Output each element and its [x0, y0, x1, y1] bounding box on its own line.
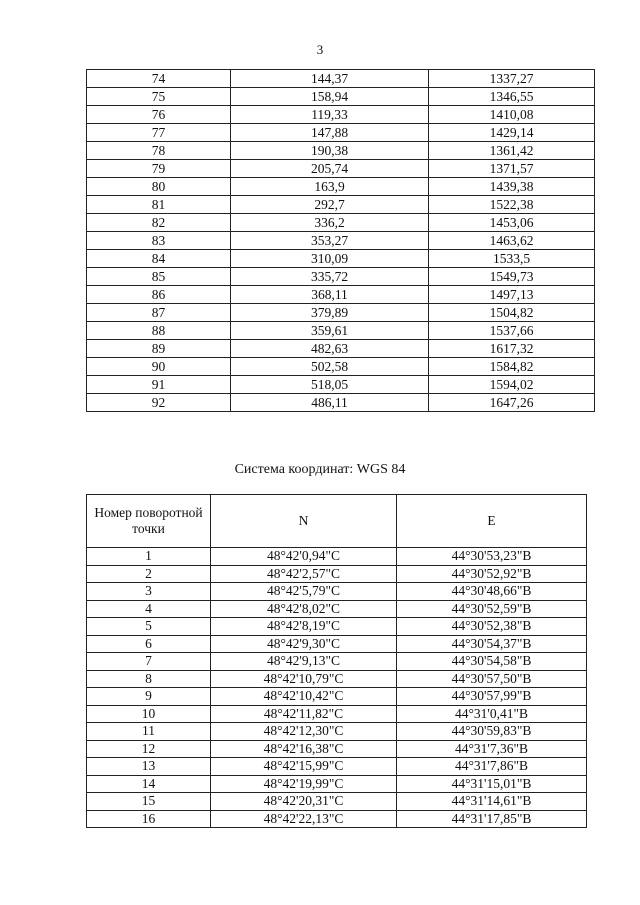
point-number-cell: 77 [87, 124, 231, 142]
point-number-cell: 11 [87, 723, 211, 741]
x-coordinate-cell: 379,89 [231, 304, 429, 322]
x-coordinate-cell: 482,63 [231, 340, 429, 358]
table-row [87, 196, 595, 214]
latitude-cell: 48°42'10,79"С [211, 670, 397, 688]
table-row [87, 688, 587, 706]
point-number-cell: 78 [87, 142, 231, 160]
table-row [87, 583, 587, 601]
y-coordinate-cell: 1549,73 [429, 268, 595, 286]
x-coordinate-cell: 163,9 [231, 178, 429, 196]
point-number-cell: 84 [87, 250, 231, 268]
longitude-cell: 44°30'54,58"В [397, 653, 587, 671]
x-coordinate-cell: 144,37 [231, 70, 429, 88]
point-number-cell: 91 [87, 376, 231, 394]
latitude-cell: 48°42'9,30"С [211, 635, 397, 653]
point-number-cell: 5 [87, 618, 211, 636]
x-coordinate-cell: 158,94 [231, 88, 429, 106]
table-row [87, 214, 595, 232]
y-coordinate-cell: 1497,13 [429, 286, 595, 304]
y-coordinate-cell: 1410,08 [429, 106, 595, 124]
x-coordinate-cell: 292,7 [231, 196, 429, 214]
table-row [87, 793, 587, 811]
y-coordinate-cell: 1617,32 [429, 340, 595, 358]
header-n: N [211, 495, 397, 548]
latitude-cell: 48°42'8,02"С [211, 600, 397, 618]
longitude-cell: 44°30'57,99"В [397, 688, 587, 706]
y-coordinate-cell: 1346,55 [429, 88, 595, 106]
longitude-cell: 44°31'14,61"В [397, 793, 587, 811]
longitude-cell: 44°30'57,50"В [397, 670, 587, 688]
point-number-cell: 14 [87, 775, 211, 793]
table-row [87, 653, 587, 671]
y-coordinate-cell: 1537,66 [429, 322, 595, 340]
point-number-cell: 86 [87, 286, 231, 304]
longitude-cell: 44°30'48,66"В [397, 583, 587, 601]
longitude-cell: 44°31'17,85"В [397, 810, 587, 828]
latitude-cell: 48°42'2,57"С [211, 565, 397, 583]
table-row [87, 124, 595, 142]
y-coordinate-cell: 1337,27 [429, 70, 595, 88]
table-row [87, 106, 595, 124]
latitude-cell: 48°42'22,13"С [211, 810, 397, 828]
point-number-cell: 79 [87, 160, 231, 178]
header-e: E [397, 495, 587, 548]
point-number-cell: 82 [87, 214, 231, 232]
table-row [87, 304, 595, 322]
longitude-cell: 44°31'15,01"В [397, 775, 587, 793]
longitude-cell: 44°30'53,23"В [397, 548, 587, 566]
point-number-cell: 8 [87, 670, 211, 688]
latitude-cell: 48°42'0,94"С [211, 548, 397, 566]
point-number-cell: 15 [87, 793, 211, 811]
latitude-cell: 48°42'9,13"С [211, 653, 397, 671]
coordinates-table-wgs84 [86, 494, 587, 828]
y-coordinate-cell: 1361,42 [429, 142, 595, 160]
table-row [87, 670, 587, 688]
table-row [87, 548, 587, 566]
x-coordinate-cell: 336,2 [231, 214, 429, 232]
latitude-cell: 48°42'11,82"С [211, 705, 397, 723]
latitude-cell: 48°42'15,99"С [211, 758, 397, 776]
table-row [87, 618, 587, 636]
point-number-cell: 75 [87, 88, 231, 106]
point-number-cell: 74 [87, 70, 231, 88]
table-row [87, 376, 595, 394]
table-row [87, 322, 595, 340]
y-coordinate-cell: 1463,62 [429, 232, 595, 250]
latitude-cell: 48°42'12,30"С [211, 723, 397, 741]
x-coordinate-cell: 359,61 [231, 322, 429, 340]
y-coordinate-cell: 1439,38 [429, 178, 595, 196]
table-row [87, 250, 595, 268]
table-row [87, 565, 587, 583]
latitude-cell: 48°42'19,99"С [211, 775, 397, 793]
longitude-cell: 44°30'52,59"В [397, 600, 587, 618]
y-coordinate-cell: 1429,14 [429, 124, 595, 142]
x-coordinate-cell: 205,74 [231, 160, 429, 178]
table-row [87, 810, 587, 828]
y-coordinate-cell: 1533,5 [429, 250, 595, 268]
y-coordinate-cell: 1371,57 [429, 160, 595, 178]
point-number-cell: 7 [87, 653, 211, 671]
table-row [87, 70, 595, 88]
point-number-cell: 12 [87, 740, 211, 758]
point-number-cell: 3 [87, 583, 211, 601]
point-number-cell: 16 [87, 810, 211, 828]
x-coordinate-cell: 353,27 [231, 232, 429, 250]
table-row [87, 358, 595, 376]
coordinate-system-title: Система координат: WGS 84 [234, 462, 406, 477]
x-coordinate-cell: 368,11 [231, 286, 429, 304]
x-coordinate-cell: 335,72 [231, 268, 429, 286]
table-row [87, 340, 595, 358]
header-point-number: Номер поворотной точки [87, 495, 211, 548]
table-row [87, 268, 595, 286]
point-number-cell: 85 [87, 268, 231, 286]
point-number-cell: 4 [87, 600, 211, 618]
table-row [87, 142, 595, 160]
y-coordinate-cell: 1647,26 [429, 394, 595, 412]
latitude-cell: 48°42'5,79"С [211, 583, 397, 601]
table-row [87, 775, 587, 793]
table-row [87, 232, 595, 250]
point-number-cell: 87 [87, 304, 231, 322]
y-coordinate-cell: 1594,02 [429, 376, 595, 394]
x-coordinate-cell: 486,11 [231, 394, 429, 412]
table-row [87, 723, 587, 741]
table-row [87, 705, 587, 723]
longitude-cell: 44°31'7,36"В [397, 740, 587, 758]
x-coordinate-cell: 119,33 [231, 106, 429, 124]
point-number-cell: 6 [87, 635, 211, 653]
point-number-cell: 13 [87, 758, 211, 776]
page-number: 3 [316, 42, 324, 57]
latitude-cell: 48°42'10,42"С [211, 688, 397, 706]
x-coordinate-cell: 518,05 [231, 376, 429, 394]
table-row [87, 286, 595, 304]
x-coordinate-cell: 147,88 [231, 124, 429, 142]
latitude-cell: 48°42'16,38"С [211, 740, 397, 758]
point-number-cell: 92 [87, 394, 231, 412]
point-number-cell: 89 [87, 340, 231, 358]
table-row [87, 758, 587, 776]
x-coordinate-cell: 502,58 [231, 358, 429, 376]
x-coordinate-cell: 310,09 [231, 250, 429, 268]
longitude-cell: 44°31'7,86"В [397, 758, 587, 776]
point-number-cell: 1 [87, 548, 211, 566]
table-row [87, 178, 595, 196]
longitude-cell: 44°30'52,38"В [397, 618, 587, 636]
table-row [87, 600, 587, 618]
table-row [87, 635, 587, 653]
y-coordinate-cell: 1453,06 [429, 214, 595, 232]
table-row [87, 394, 595, 412]
point-number-cell: 76 [87, 106, 231, 124]
point-number-cell: 90 [87, 358, 231, 376]
longitude-cell: 44°30'59,83"В [397, 723, 587, 741]
y-coordinate-cell: 1584,82 [429, 358, 595, 376]
point-number-cell: 10 [87, 705, 211, 723]
table-row [87, 88, 595, 106]
point-number-cell: 80 [87, 178, 231, 196]
table-header-row [87, 495, 587, 548]
longitude-cell: 44°31'0,41"В [397, 705, 587, 723]
latitude-cell: 48°42'20,31"С [211, 793, 397, 811]
table-row [87, 160, 595, 178]
longitude-cell: 44°30'54,37"В [397, 635, 587, 653]
latitude-cell: 48°42'8,19"С [211, 618, 397, 636]
point-number-cell: 88 [87, 322, 231, 340]
point-number-cell: 9 [87, 688, 211, 706]
point-number-cell: 2 [87, 565, 211, 583]
point-number-cell: 83 [87, 232, 231, 250]
y-coordinate-cell: 1522,38 [429, 196, 595, 214]
x-coordinate-cell: 190,38 [231, 142, 429, 160]
coordinates-table-local [86, 69, 595, 412]
point-number-cell: 81 [87, 196, 231, 214]
longitude-cell: 44°30'52,92"В [397, 565, 587, 583]
y-coordinate-cell: 1504,82 [429, 304, 595, 322]
table-row [87, 740, 587, 758]
